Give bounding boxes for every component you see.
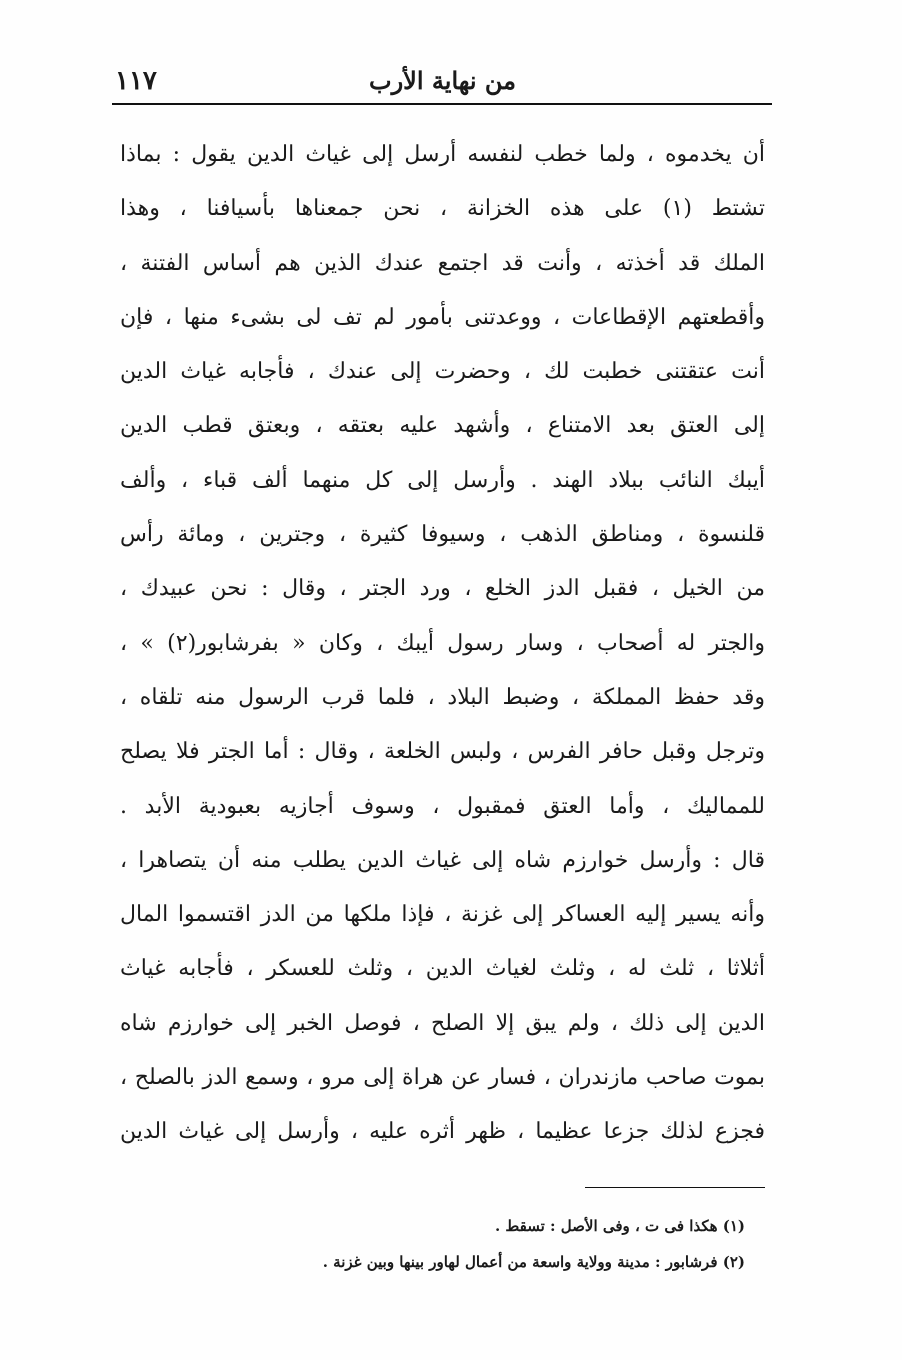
text-line: الدين إلى ذلك ، ولم يبق إلا الصلح ، فوصل الخبر إلى خوارزم شاه [120, 1010, 765, 1036]
text-line: أنت عتقتنى خطبت لك ، وحضرت إلى عندك ، فأجابه غياث الدين [120, 359, 765, 385]
page-number: ١١٧ [115, 66, 157, 96]
text-line: وأقطعتهم الإقطاعات ، ووعدتنى بأمور لم تف لى بشىء منها ، فإن [120, 304, 765, 330]
text-line: بموت صاحب مازندران ، فسار عن هراة إلى مرو ، وسمع الدز بالصلح ، [120, 1065, 765, 1091]
footnote-1: (١) هكذا فى ت ، وفى الأصل : تسقط . [494, 1217, 745, 1235]
footnotes [200, 1208, 745, 1280]
main-text [120, 128, 765, 1160]
text-line: قلنسوة ، ومناطق الذهب ، وسيوفا كثيرة ، وجترين ، ومائة رأس [120, 522, 765, 548]
running-title: من نهاية الأرب [369, 66, 516, 95]
footnote-2: (٢) فرشابور : مدينة وولاية واسعة من أعمال لهاور بينها وبين غزنة . [322, 1253, 745, 1271]
text-line: أثلاثا ، ثلث له ، وثلث لغياث الدين ، وثلث للعسكر ، فأجابه غياث [120, 956, 765, 982]
text-line: وأنه يسير إليه العساكر إلى غزنة ، فإذا ملكها من الدز اقتسموا المال [120, 902, 765, 928]
text-line: وترجل وقبل حافر الفرس ، ولبس الخلعة ، وقال : أما الجتر فلا يصلح [120, 739, 765, 765]
text-line: وقد حفظ المملكة ، وضبط البلاد ، فلما قرب الرسول منه تلقاه ، [120, 684, 765, 710]
running-header [115, 62, 770, 102]
text-line: الملك قد أخذته ، وأنت قد اجتمع عندك الذين هم أساس الفتنة ، [120, 250, 765, 276]
text-line: للمماليك ، وأما العتق فمقبول ، وسوف أجازيه بعبودية الأبد . [120, 793, 765, 819]
text-line: أن يخدموه ، ولما خطب لنفسه أرسل إلى غياث الدين يقول : بماذا [120, 142, 765, 167]
header-rule [112, 103, 772, 105]
text-line: أيبك النائب ببلاد الهند . وأرسل إلى كل منهما ألف قباء ، وألف [120, 467, 765, 493]
text-line: من الخيل ، فقبل الدز الخلع ، ورد الجتر ، وقال : نحن عبيدك ، [120, 576, 765, 602]
text-line: والجتر له أصحاب ، وسار رسول أيبك ، وكان « بفرشابور(٢) » ، [120, 630, 765, 656]
text-line: تشتط (١) على هذه الخزانة ، نحن جمعناها بأسيافنا ، وهذا [120, 196, 765, 222]
text-line: فجزع لذلك جزعا عظيما ، ظهر أثره عليه ، وأرسل إلى غياث الدين [120, 1119, 765, 1145]
text-line: قال : وأرسل خوارزم شاه إلى غياث الدين يطلب منه أن يتصاهرا ، [120, 847, 765, 873]
footnote-rule [585, 1187, 765, 1188]
text-line: إلى العتق بعد الامتناع ، وأشهد عليه بعتقه ، وبعتق قطب الدين [120, 413, 765, 439]
